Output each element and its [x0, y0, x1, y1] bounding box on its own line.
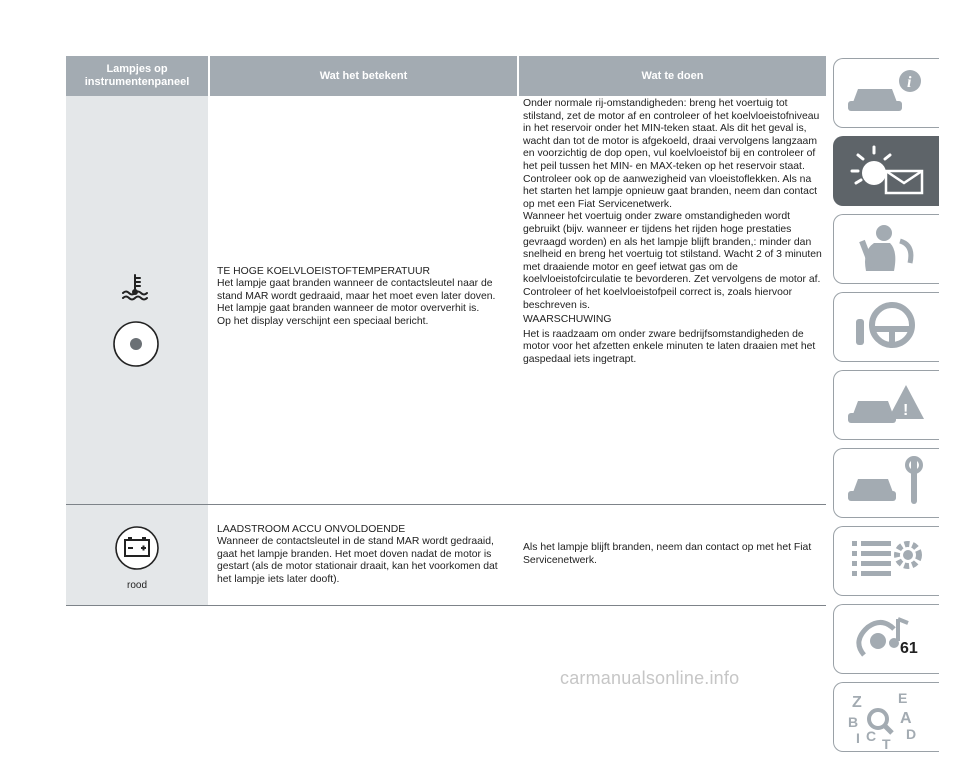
svg-text:C: C [866, 728, 877, 744]
action-text: Wanneer het voertuig onder zware omstandigheden wordt gebruikt (bijv. wanneer er tijdens het rijden hoge prestaties gevraagd worden) en als het lampje blijft branden,: minder dan snelheid en breng het voertuig tot stilstand. Wacht 2 of 3 minuten met draaiende motor en geef ietwat gas om de koelvloeistofcirculatie te bevorderen. Zet vervolgens de motor af. Controleer of het koelvloeistofpeil correct is, zoals hiervoor beschreven is. [523, 211, 822, 311]
tab-technical-data[interactable] [833, 526, 939, 596]
header-meaning: Wat het betekent [210, 56, 517, 96]
battery-charge-icon [114, 525, 160, 571]
svg-text:B: B [848, 714, 859, 730]
action-cell [519, 505, 826, 605]
technical-data-gear-icon [844, 533, 930, 589]
svg-text:E: E [898, 690, 908, 706]
index-letters-icon [844, 689, 930, 751]
action-cell [519, 96, 826, 504]
icon-cell [66, 505, 208, 605]
warning-lights-table [66, 56, 826, 606]
tab-safety[interactable] [833, 214, 939, 284]
car-info-icon [844, 65, 930, 121]
svg-text:Z: Z [852, 694, 862, 711]
tab-starting-driving[interactable] [833, 292, 939, 362]
svg-text:A: A [900, 710, 912, 727]
tab-warning-lights[interactable] [833, 136, 939, 206]
header-action: Wat te doen [519, 56, 826, 96]
meaning-title: LAADSTROOM ACCU ONVOLDOENDE [217, 523, 406, 535]
table-header [66, 56, 826, 96]
svg-text:I: I [856, 730, 860, 746]
warning-text: Het is raadzaam om onder zware bedrijfsomstandigheden de motor voor het afzetten enkele minuten te laten draaien met het gaspedaal iets ingetrapt. [523, 328, 816, 365]
table-row [66, 505, 826, 606]
chapter-tabs [833, 58, 939, 760]
svg-text:T: T [882, 736, 891, 751]
warning-light-message-icon [844, 143, 930, 199]
tab-index[interactable] [833, 682, 939, 752]
header-lights: Lampjes op instrumentenpaneel [66, 56, 208, 96]
warning-light-circle-icon [112, 320, 160, 368]
tab-emergency[interactable] [833, 370, 939, 440]
meaning-cell [210, 505, 517, 605]
meaning-cell [210, 96, 517, 504]
action-text: Als het lampje blijft branden, neem dan contact op met het Fiat Servicenetwerk. [523, 542, 812, 566]
action-text: Onder normale rij-omstandigheden: breng het voertuig tot stilstand, zet de motor af en controleer of het koelvloeistofniveau in het reservoir onder het MIN-teken staat. Als dit het geval is, wacht dan tot de motor is afgekoeld, draai vervolgens langzaam en voorzichtig de dop open, vul koelvloeistof bij en controleer of het peil tussen het MIN- en MAX-teken op het reservoir staat. Controleer ook op de aanwezigheid van vloeistoflekken. Als na het starten het lampje opnieuw gaat branden, neem dan contact op met een Fiat Servicenetwerk. [523, 98, 820, 210]
light-color-label: rood [126, 580, 147, 591]
meaning-title: TE HOGE KOELVLOEISTOFTEMPERATUUR [217, 265, 431, 277]
meaning-text: Op het display verschijnt een speciaal bericht. [217, 315, 429, 327]
airbag-seat-icon [844, 221, 930, 277]
coolant-temperature-icon [120, 272, 150, 302]
page-number: 61 [900, 640, 918, 657]
watermark: carmanualsonline.info [560, 668, 740, 688]
steering-wheel-key-icon [844, 299, 930, 355]
warning-title: WAARSCHUWING [523, 314, 612, 326]
table-row [66, 96, 826, 505]
tab-multimedia[interactable] [833, 604, 939, 674]
multimedia-icon [844, 611, 930, 667]
tab-maintenance[interactable] [833, 448, 939, 518]
car-emergency-icon [844, 377, 930, 433]
tab-car-info[interactable] [833, 58, 939, 128]
car-maintenance-icon [844, 455, 930, 511]
icon-cell [66, 96, 208, 504]
meaning-text: Het lampje gaat branden wanneer de contactsleutel naar de stand MAR wordt gedraaid, maar het moet even later doven. Het lampje gaat branden wanneer de motor oververhit is. [217, 278, 496, 315]
svg-text:!: ! [903, 402, 909, 419]
meaning-text: Wanneer de contactsleutel in de stand MAR wordt gedraaid, gaat het lampje branden. Het moet doven nadat de motor is gestart (als de motor stationair draait, kan het voorkomen dat het lampje iets later dooft). [217, 536, 498, 585]
svg-text:i: i [907, 74, 912, 91]
svg-text:D: D [906, 726, 917, 742]
